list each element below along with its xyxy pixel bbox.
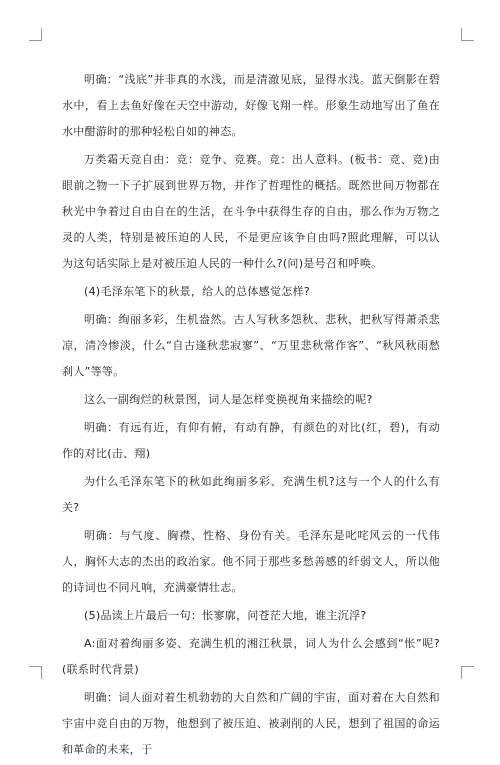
paragraph-7: 为什么毛泽东笔下的秋如此绚丽多彩、充满生机?这与一个人的什么有关? — [62, 475, 440, 514]
paragraph-2: 万类霜天竞自由：竞：竞争、竞赛。竞：出人意料。(板书：竞、竞)由眼前之物一下子扩展到世界万物，并作了哲理性的概括。既然世间万物都在秋光中争着过自由自在的生活，在斗争中获得生存的自由，那么作为万物之灵的人类，特别是被压迫的人民，不是更应该争自由吗?照此理解，可以认为这句话实际上是对被压迫人民的一种什么?(问)是号召和呼唤。 — [62, 153, 440, 270]
paragraph-3: (4)毛泽东笔下的秋景，给人的总体感觉怎样? — [84, 285, 311, 298]
paragraph-8: 明确：与气度、胸襟、性格、身份有关。毛泽东是叱咤风云的一代伟人，胸怀大志的杰出的政治家。他不同于那些多愁善感的纤弱文人，所以他的诗词也不同凡响，充满豪情壮志。 — [62, 529, 440, 594]
crop-mark-bottom-right — [461, 666, 474, 679]
paragraph-4: 明确：绚丽多彩，生机盎然。古人写秋多怨秋、悲秋，把秋写得萧杀悲凉，清冷惨淡，什么“自古逢秋悲寂寥”、“万里悲秋常作客”、“秋风秋雨愁刹人”等等。 — [62, 313, 440, 378]
paragraph-6: 明确：有远有近，有仰有俯，有动有静，有颜色的对比(红，碧)，有动作的对比(击、翔) — [62, 421, 440, 460]
paragraph-9: (5)品读上片最后一句：怅寥廓，问苍茫大地，谁主沉浮? — [84, 609, 367, 622]
crop-mark-bottom-left — [29, 666, 42, 679]
paragraph-5: 这么一副绚烂的秋景图，词人是怎样变换视角来描绘的呢? — [84, 393, 373, 406]
crop-mark-top-right — [461, 28, 474, 41]
paragraph-10: A:面对着绚丽多姿、充满生机的湘江秋景，词人为什么会感到“怅”呢?(联系时代背景) — [62, 637, 440, 676]
crop-mark-top-left — [29, 28, 42, 41]
document-body — [62, 67, 440, 765]
paragraph-1: 明确：“浅底”并非真的水浅，而是清澈见底，显得水浅。蓝天倒影在碧水中，看上去鱼好像在天空中游动，好像飞翔一样。形象生动地写出了鱼在水中酣游时的那种轻松自如的神态。 — [62, 73, 440, 138]
paragraph-11: 明确：词人面对着生机勃勃的大自然和广阔的宇宙，面对着在大自然和宇宙中竞自由的万物，他想到了被压迫、被剥削的人民，想到了祖国的命运和革命的未来，于 — [62, 691, 440, 756]
